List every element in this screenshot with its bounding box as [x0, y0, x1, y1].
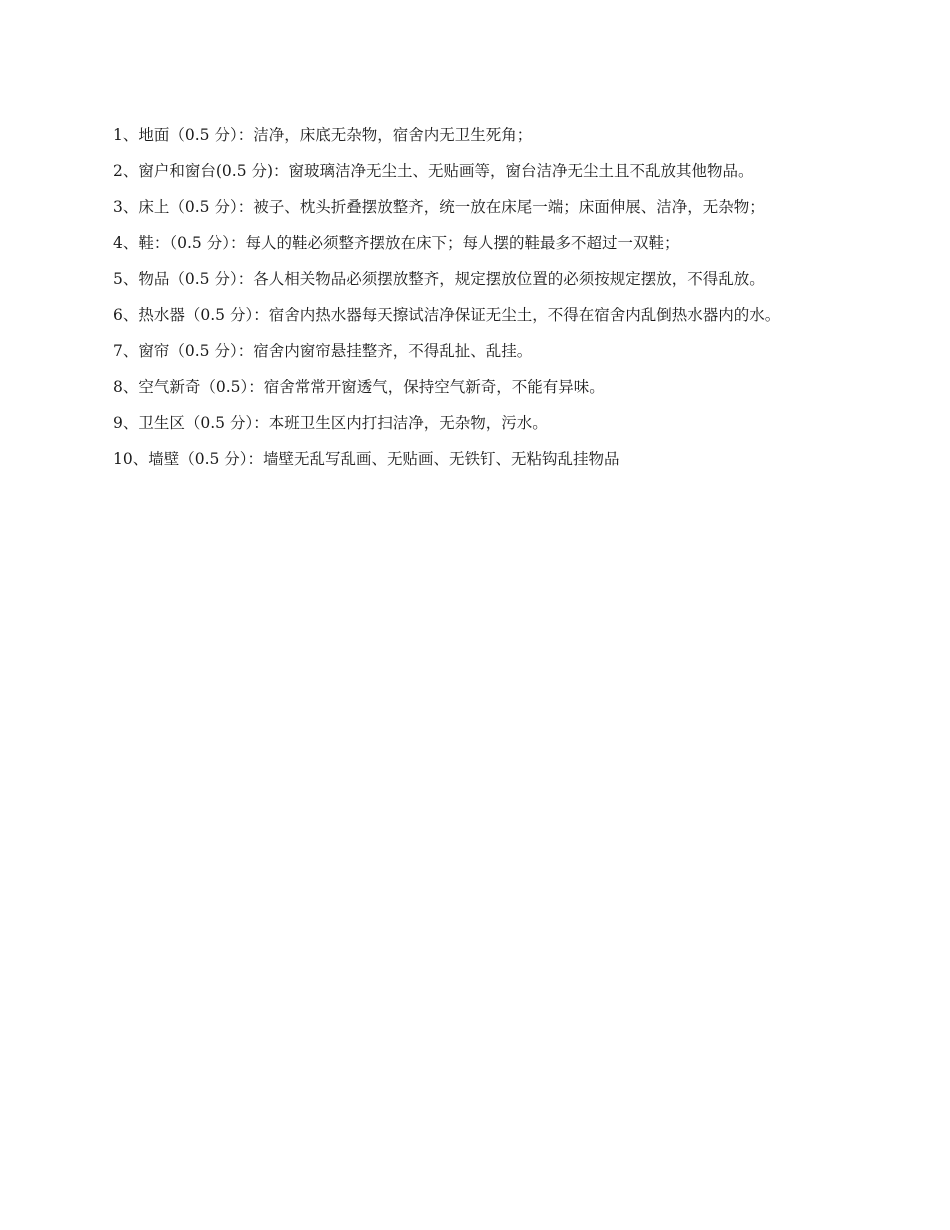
rule-item-curtains: 7、窗帘（0.5 分）：宿舍内窗帘悬挂整齐，不得乱扯、乱挂。: [113, 342, 533, 360]
rule-item-walls: 10、墙壁（0.5 分）：墙壁无乱写乱画、无贴画、无铁钉、无粘钩乱挂物品: [113, 450, 620, 468]
rule-item-shoes: 4、鞋：（0.5 分）：每人的鞋必须整齐摆放在床下；每人摆的鞋最多不超过一双鞋；: [113, 234, 680, 252]
document-body: [113, 126, 838, 486]
rule-item-belongings: 5、物品（0.5 分）：各人相关物品必须摆放整齐，规定摆放位置的必须按规定摆放，不得乱放。: [113, 270, 765, 288]
rule-item-window: 2、窗户和窗台(0.5 分)：窗玻璃洁净无尘土、无贴画等，窗台洁净无尘土且不乱放其他物品。: [113, 162, 754, 180]
rule-item-floor: 1、地面（0.5 分）：洁净，床底无杂物，宿舍内无卫生死角；: [113, 126, 533, 144]
rule-item-sanitary-area: 9、卫生区（0.5 分）：本班卫生区内打扫洁净，无杂物，污水。: [113, 414, 548, 432]
rule-item-water-heater: 6、热水器（0.5 分）：宿舍内热水器每天擦试洁净保证无尘土，不得在宿舍内乱倒热水器内的水。: [113, 306, 781, 324]
rule-item-bed: 3、床上（0.5 分）：被子、枕头折叠摆放整齐，统一放在床尾一端；床面伸展、洁净，无杂物；: [113, 198, 765, 216]
rule-item-air: 8、空气新奇（0.5）：宿舍常常开窗透气，保持空气新奇，不能有异味。: [113, 378, 605, 396]
